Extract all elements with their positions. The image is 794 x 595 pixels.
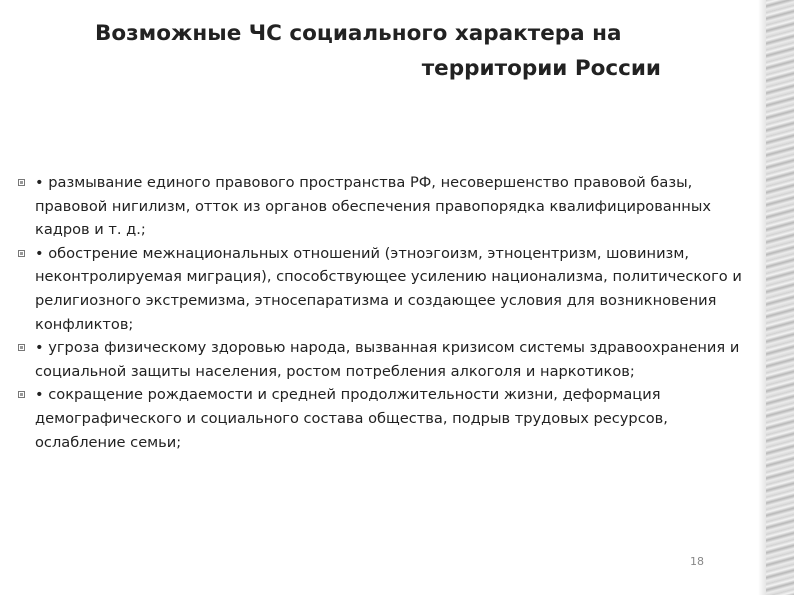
- page-number: 18: [690, 555, 704, 568]
- page-edge-shadow: [758, 0, 766, 595]
- bullet-text: • сокращение рождаемости и средней продолжительности жизни, деформация демографического и социального состава общества, подрыв трудовых ресурсов, ослабление семьи;: [35, 386, 668, 451]
- square-bullet-icon: [18, 250, 25, 257]
- slide-title-line-1: Возможные ЧС социального характера на: [95, 21, 622, 46]
- square-bullet-icon: [18, 344, 25, 351]
- square-bullet-icon: [18, 391, 25, 398]
- bullet-text: • угроза физическому здоровью народа, вызванная кризисом системы здравоохранения и социальной защиты населения, ростом потребления алкоголя и наркотиков;: [35, 339, 740, 380]
- bullet-item-ethnic: [18, 242, 746, 336]
- bullet-list: [18, 171, 746, 454]
- bullet-text: • обострение межнациональных отношений (этноэгоизм, этноцентризм, шовинизм, неконтролируемая миграция), способствующее усилению национализма, политического и религиозного экстремизма, этносепаратизма и создающее условия для возникновения конфликтов;: [35, 244, 742, 333]
- slide-title: [95, 16, 661, 86]
- slide-title-line-2: территории России: [421, 56, 661, 81]
- bullet-text: • размывание единого правового пространства РФ, несовершенство правовой базы, правовой нигилизм, отток из органов обеспечения правопорядка квалифицированных кадров и т. д.;: [35, 174, 711, 239]
- bullet-item-demography: [18, 383, 746, 454]
- page-edge-decoration: [766, 0, 794, 595]
- bullet-item-health: [18, 336, 746, 383]
- bullet-item-legal: [18, 171, 746, 242]
- square-bullet-icon: [18, 179, 25, 186]
